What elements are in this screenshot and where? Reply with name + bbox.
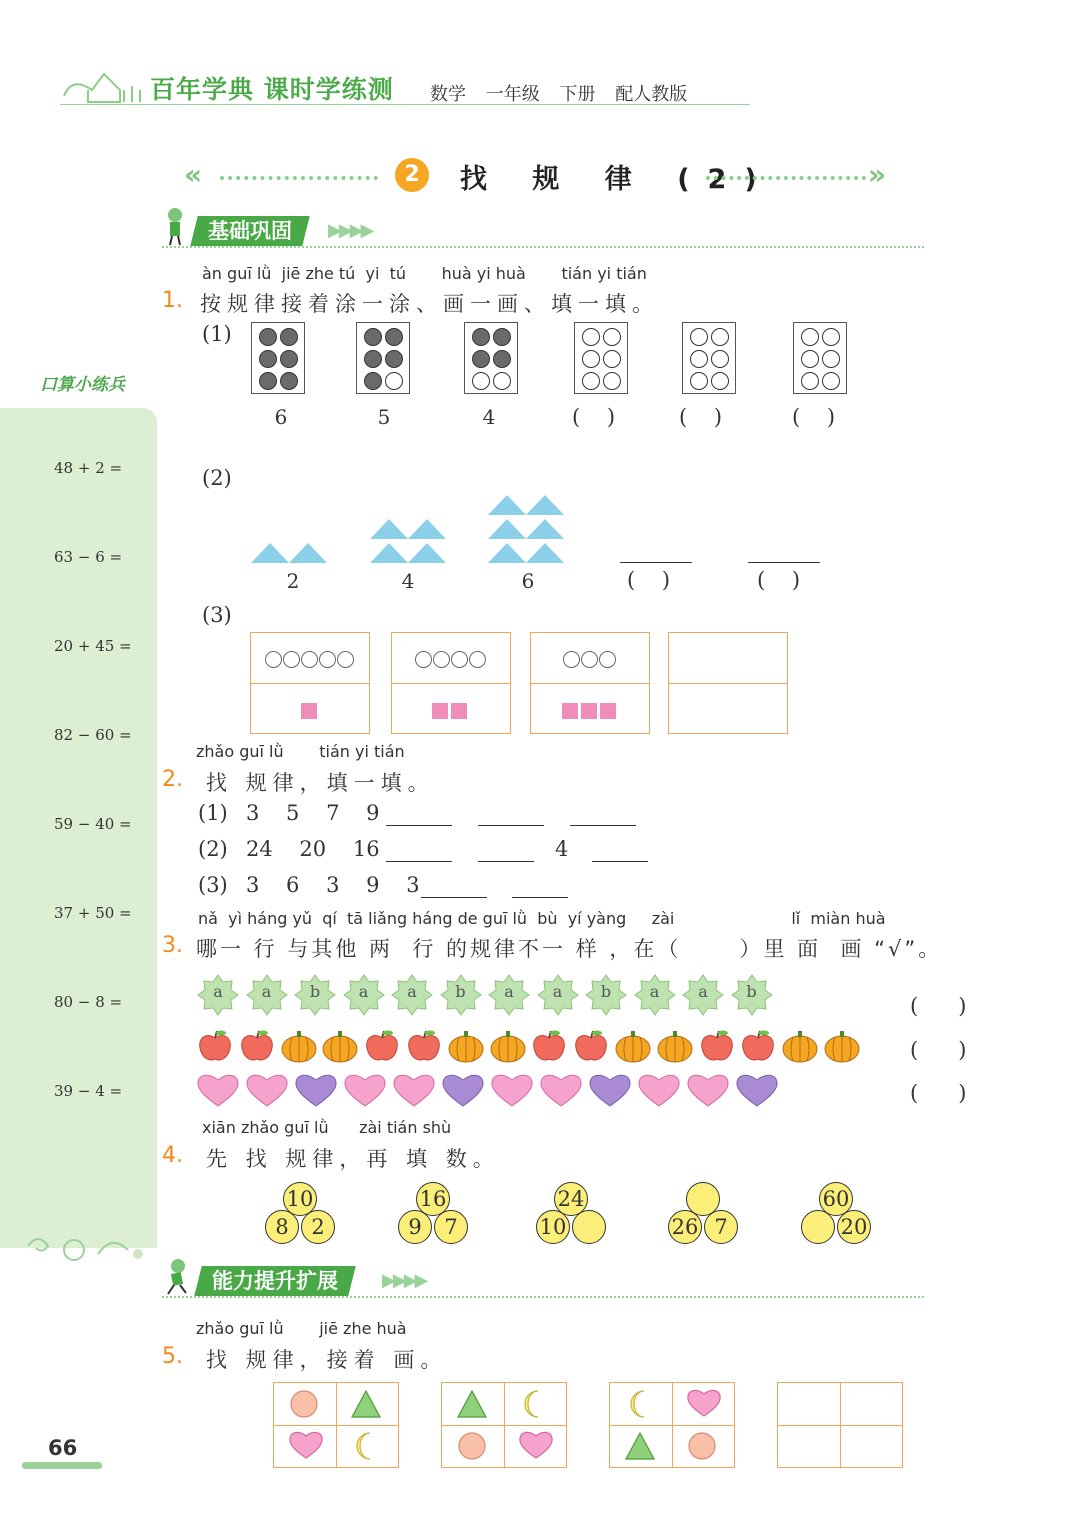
apple-icon	[363, 1028, 401, 1064]
star-letter: a	[261, 982, 272, 1001]
section-basic-line	[162, 246, 924, 248]
purple-heart-icon	[735, 1072, 779, 1108]
star-badge-icon	[343, 974, 385, 1016]
number-ball-left: 9	[398, 1210, 432, 1244]
ring-icon	[265, 651, 282, 668]
q3-check-1[interactable]: ( )	[910, 994, 967, 1018]
q3-check-3[interactable]: ( )	[910, 1081, 967, 1105]
star-badge-icon	[731, 974, 773, 1016]
triangle-icon	[408, 543, 446, 563]
q1-answer-4[interactable]: ( )	[572, 405, 616, 429]
star-badge-icon	[294, 974, 336, 1016]
star-badge-icon	[585, 974, 627, 1016]
title-dots-right	[706, 176, 866, 180]
q1-tri-answer-1[interactable]: ( )	[627, 568, 671, 592]
moon-shape-icon	[518, 1388, 550, 1424]
empty-circle-icon[interactable]	[385, 372, 403, 390]
star-badge-icon	[246, 974, 288, 1016]
filled-circle-icon	[472, 350, 490, 368]
square-box	[391, 683, 511, 734]
empty-circle-icon[interactable]	[690, 328, 708, 346]
triangle-shape-icon	[456, 1388, 488, 1424]
heart-shape-icon	[686, 1388, 722, 1422]
pumpkin-icon	[781, 1028, 819, 1064]
q2-row1-blank-1[interactable]	[386, 825, 452, 826]
shape-grid	[441, 1382, 567, 1468]
grid-divider-horizontal	[274, 1425, 398, 1426]
empty-circle-icon[interactable]	[582, 372, 600, 390]
star-letter: a	[213, 982, 223, 1001]
filled-circle-icon	[364, 328, 382, 346]
number-ball-top: 24	[554, 1182, 588, 1216]
number-ball-left: 10	[536, 1210, 570, 1244]
star-letter: a	[358, 982, 369, 1001]
q1-dot-board	[682, 322, 736, 394]
empty-circle-icon[interactable]	[582, 328, 600, 346]
q5-number: 5.	[162, 1344, 183, 1369]
pink-heart-icon	[637, 1072, 681, 1108]
q1-answer-5[interactable]: ( )	[679, 405, 723, 429]
number-ball-right: 20	[837, 1210, 871, 1244]
header-subject: 数学	[430, 84, 466, 105]
number-ball-left[interactable]	[801, 1210, 835, 1244]
q1-part1-label: (1)	[202, 322, 232, 346]
star-badge-icon	[440, 974, 482, 1016]
apple-icon	[530, 1028, 568, 1064]
triangle-icon	[526, 519, 564, 539]
square-box	[530, 683, 650, 734]
ring-icon	[451, 651, 468, 668]
q2-row2-blank-1[interactable]	[386, 861, 452, 862]
section-advanced-label: 能力提升扩展	[212, 1269, 338, 1293]
triangle-icon	[488, 519, 526, 539]
filled-circle-icon	[259, 328, 277, 346]
q5-pinyin: zhǎo guī lǜ jiē zhe huà	[196, 1319, 407, 1338]
sidebar-calc-2: 63 − 6 =	[54, 548, 123, 566]
page-number-bar	[22, 1462, 102, 1469]
star-badge-icon	[634, 974, 676, 1016]
q2-row3-blank-1[interactable]	[421, 897, 487, 898]
triangle-shape-icon	[350, 1388, 382, 1424]
q2-row2-label: (2)	[198, 837, 228, 861]
pink-square-icon	[432, 703, 448, 719]
apple-icon	[739, 1028, 777, 1064]
ring-icon	[581, 651, 598, 668]
number-ball-top: 60	[819, 1182, 853, 1216]
empty-circle-icon[interactable]	[822, 350, 840, 368]
header-edition: 配人教版	[615, 84, 688, 105]
pink-square-icon	[562, 703, 578, 719]
ring-box[interactable]	[668, 632, 788, 684]
pink-heart-icon	[343, 1072, 387, 1108]
sidebar-calc-6: 37 + 50 =	[54, 904, 132, 922]
ring-icon	[563, 651, 580, 668]
star-letter: a	[407, 982, 417, 1001]
filled-circle-icon	[280, 372, 298, 390]
pink-heart-icon	[539, 1072, 583, 1108]
ring-icon	[319, 651, 336, 668]
q5-text: 找 规律，接着 画。	[206, 1348, 448, 1372]
ring-box	[530, 632, 650, 684]
empty-circle-icon[interactable]	[822, 328, 840, 346]
empty-circle-icon[interactable]	[603, 350, 621, 368]
q1-number: 1.	[162, 288, 183, 313]
square-box	[250, 683, 370, 734]
empty-circle-icon[interactable]	[472, 372, 490, 390]
empty-circle-icon[interactable]	[801, 328, 819, 346]
q2-row3-blank-2[interactable]	[512, 897, 568, 898]
triangle-icon	[526, 495, 564, 515]
sidebar-calc-3: 20 + 45 =	[54, 637, 132, 655]
q3-text: 哪一 行 与其他 两 行 的规律不一 样 ，在（ ）里 面 画 “√”。	[196, 937, 943, 961]
triangle-icon	[370, 519, 408, 539]
q1-dot-board	[793, 322, 847, 394]
triangle-icon	[370, 543, 408, 563]
number-ball-top: 10	[283, 1182, 317, 1216]
pumpkin-icon	[614, 1028, 652, 1064]
chevron-right-icon: »	[868, 158, 887, 191]
pink-square-icon	[600, 703, 616, 719]
q2-number: 2.	[162, 767, 183, 792]
q2-row1-blank-3[interactable]	[570, 825, 636, 826]
number-ball-left: 8	[265, 1210, 299, 1244]
filled-circle-icon	[280, 328, 298, 346]
heart-shape-icon	[288, 1430, 324, 1464]
ring-icon	[337, 651, 354, 668]
q1-tri-draw-line-2[interactable]	[748, 562, 820, 563]
circle-shape-icon	[456, 1430, 488, 1466]
q2-row2-numbers: 24 20 16	[246, 837, 380, 861]
empty-circle-icon[interactable]	[801, 372, 819, 390]
ring-box	[250, 632, 370, 684]
pumpkin-icon	[489, 1028, 527, 1064]
filled-circle-icon	[385, 328, 403, 346]
q2-row1-blank-2[interactable]	[478, 825, 544, 826]
empty-circle-icon[interactable]	[690, 372, 708, 390]
q1-dot-board	[251, 322, 305, 394]
pink-heart-icon	[686, 1072, 730, 1108]
pink-square-icon	[451, 703, 467, 719]
shape-grid[interactable]	[777, 1382, 903, 1468]
shape-grid	[609, 1382, 735, 1468]
purple-heart-icon	[588, 1072, 632, 1108]
star-letter: a	[649, 982, 660, 1001]
kid-icon	[162, 206, 188, 250]
q1-part2-label: (2)	[202, 466, 232, 490]
q3-pinyin: nǎ yì háng yǔ qí tā liǎng háng de guī lǜ bù yí yàng zài lǐ miàn huà	[198, 909, 886, 928]
star-badge-icon	[537, 974, 579, 1016]
empty-circle-icon[interactable]	[711, 328, 729, 346]
apple-icon	[238, 1028, 276, 1064]
circle-shape-icon	[288, 1388, 320, 1424]
section-advanced-banner	[194, 1266, 355, 1296]
pumpkin-icon	[280, 1028, 318, 1064]
grid-divider-horizontal	[778, 1425, 902, 1426]
q1-dot-board	[464, 322, 518, 394]
sidebar-calc-1: 48 + 2 =	[54, 459, 123, 477]
pink-square-icon	[301, 703, 317, 719]
q1-part3-label: (3)	[202, 603, 232, 627]
apple-icon	[572, 1028, 610, 1064]
header-divider	[60, 104, 750, 105]
section-advanced-arrows: ▶▶▶▶	[382, 1270, 426, 1291]
sidebar-calc-7: 80 − 8 =	[54, 993, 123, 1011]
q2-row2-blank-3[interactable]	[592, 861, 648, 862]
q1-tri-count-3: 6	[521, 569, 535, 593]
purple-heart-icon	[294, 1072, 338, 1108]
q1-pinyin: àn guī lǜ jiē zhe tú yi tú huà yi huà tián yi tián	[202, 264, 647, 283]
empty-circle-icon[interactable]	[582, 350, 600, 368]
section-advanced-line	[162, 1296, 924, 1298]
q1-count-1: 6	[274, 405, 288, 429]
q1-text: 按规律接着涂一涂、画一画、填一填。	[200, 292, 659, 316]
ring-box	[391, 632, 511, 684]
q1-dot-board	[356, 322, 410, 394]
q1-answer-6[interactable]: ( )	[792, 405, 836, 429]
section-basic-label: 基础巩固	[208, 219, 292, 243]
number-ball-right: 2	[301, 1210, 335, 1244]
number-ball-right: 7	[704, 1210, 738, 1244]
header-grade: 一年级	[485, 84, 540, 105]
pink-heart-icon	[490, 1072, 534, 1108]
apple-icon	[196, 1028, 234, 1064]
triangle-icon	[251, 543, 289, 563]
star-badge-icon	[488, 974, 530, 1016]
filled-circle-icon	[493, 350, 511, 368]
pumpkin-icon	[656, 1028, 694, 1064]
q3-number: 3.	[162, 933, 183, 958]
circle-shape-icon	[686, 1430, 718, 1466]
q2-row3-numbers: 3 6 3 9 3	[246, 873, 420, 897]
moon-shape-icon	[624, 1388, 656, 1424]
filled-circle-icon	[259, 372, 277, 390]
ring-icon	[415, 651, 432, 668]
heart-shape-icon	[518, 1430, 554, 1464]
q2-row3-label: (3)	[198, 873, 228, 897]
star-letter: b	[455, 982, 466, 1001]
q3-check-2[interactable]: ( )	[910, 1038, 967, 1062]
pink-heart-icon	[245, 1072, 289, 1108]
moon-shape-icon	[350, 1430, 382, 1466]
star-letter: a	[552, 982, 563, 1001]
title-dots-left	[220, 176, 378, 180]
grid-divider-horizontal	[442, 1425, 566, 1426]
chevron-left-icon: «	[184, 158, 203, 191]
header-subtitle	[430, 80, 687, 106]
number-ball-top: 16	[416, 1182, 450, 1216]
q1-tri-count-1: 2	[286, 569, 300, 593]
number-ball-right: 7	[434, 1210, 468, 1244]
filled-circle-icon	[493, 328, 511, 346]
brand-title: 百年学典 课时学练测	[150, 75, 394, 104]
q2-row1-numbers: 3 5 7 9	[246, 801, 380, 825]
q1-tri-draw-line-1[interactable]	[620, 562, 692, 563]
lesson-number: 2	[395, 158, 429, 192]
pumpkin-icon	[823, 1028, 861, 1064]
q4-text: 先 找 规律，再 填 数。	[206, 1147, 500, 1171]
filled-circle-icon	[364, 372, 382, 390]
empty-circle-icon[interactable]	[711, 372, 729, 390]
purple-heart-icon	[441, 1072, 485, 1108]
sidebar-title: 口算小练兵	[40, 375, 125, 395]
section-basic-banner	[190, 216, 309, 246]
empty-circle-icon[interactable]	[801, 350, 819, 368]
pink-square-icon	[581, 703, 597, 719]
star-letter: b	[309, 982, 321, 1001]
star-badge-icon	[682, 974, 724, 1016]
empty-circle-icon[interactable]	[493, 372, 511, 390]
pumpkin-icon	[321, 1028, 359, 1064]
pink-heart-icon	[392, 1072, 436, 1108]
sidebar-calc-4: 82 − 60 =	[54, 726, 132, 744]
empty-circle-icon[interactable]	[690, 350, 708, 368]
grid-divider-horizontal	[610, 1425, 734, 1426]
number-ball-right[interactable]	[572, 1210, 606, 1244]
q2-row2-blank-2[interactable]	[478, 861, 534, 862]
star-letter: a	[504, 982, 514, 1001]
star-letter: b	[600, 982, 612, 1001]
q1-count-3: 4	[482, 405, 496, 429]
kid-running-icon	[162, 1258, 192, 1300]
page-number: 66	[48, 1436, 78, 1460]
triangle-icon	[488, 543, 526, 563]
apple-icon	[405, 1028, 443, 1064]
ring-icon	[283, 651, 300, 668]
filled-circle-icon	[385, 350, 403, 368]
number-ball-left: 26	[668, 1210, 702, 1244]
star-letter: b	[746, 982, 757, 1001]
ring-icon	[469, 651, 486, 668]
q2-row2-given: 4	[555, 837, 569, 861]
empty-circle-icon[interactable]	[822, 372, 840, 390]
q2-row1-label: (1)	[198, 801, 228, 825]
sidebar-calc-8: 39 − 4 =	[54, 1082, 123, 1100]
apple-icon	[698, 1028, 736, 1064]
header-volume: 下册	[559, 84, 596, 105]
star-badge-icon	[197, 974, 239, 1016]
ring-icon	[433, 651, 450, 668]
triangle-icon	[488, 495, 526, 515]
section-basic-arrows: ▶▶▶▶	[328, 220, 372, 241]
filled-circle-icon	[472, 328, 490, 346]
swirl-decoration-icon	[18, 1226, 148, 1270]
pink-heart-icon	[196, 1072, 240, 1108]
triangle-shape-icon	[624, 1430, 656, 1466]
shape-grid	[273, 1382, 399, 1468]
triangle-icon	[408, 519, 446, 539]
q1-tri-answer-2[interactable]: ( )	[757, 568, 801, 592]
triangle-icon	[289, 543, 327, 563]
ring-icon	[599, 651, 616, 668]
q4-number: 4.	[162, 1143, 183, 1168]
square-box[interactable]	[668, 683, 788, 734]
empty-circle-icon[interactable]	[603, 372, 621, 390]
empty-circle-icon[interactable]	[603, 328, 621, 346]
q1-count-2: 5	[377, 405, 391, 429]
q2-pinyin: zhǎo guī lǜ tián yi tián	[196, 742, 405, 761]
sidebar-calc-5: 59 − 40 =	[54, 815, 132, 833]
q1-dot-board	[574, 322, 628, 394]
filled-circle-icon	[259, 350, 277, 368]
q1-tri-count-2: 4	[401, 569, 415, 593]
filled-circle-icon	[280, 350, 298, 368]
q2-text: 找 规律，填一填。	[206, 771, 435, 795]
star-badge-icon	[391, 974, 433, 1016]
ring-icon	[301, 651, 318, 668]
empty-circle-icon[interactable]	[711, 350, 729, 368]
lesson-title: 找 规 律 (2)	[460, 164, 775, 195]
pumpkin-icon	[447, 1028, 485, 1064]
filled-circle-icon	[364, 350, 382, 368]
triangle-icon	[526, 543, 564, 563]
star-letter: a	[698, 982, 708, 1001]
q4-pinyin: xiān zhǎo guī lǜ zài tián shù	[202, 1118, 452, 1137]
